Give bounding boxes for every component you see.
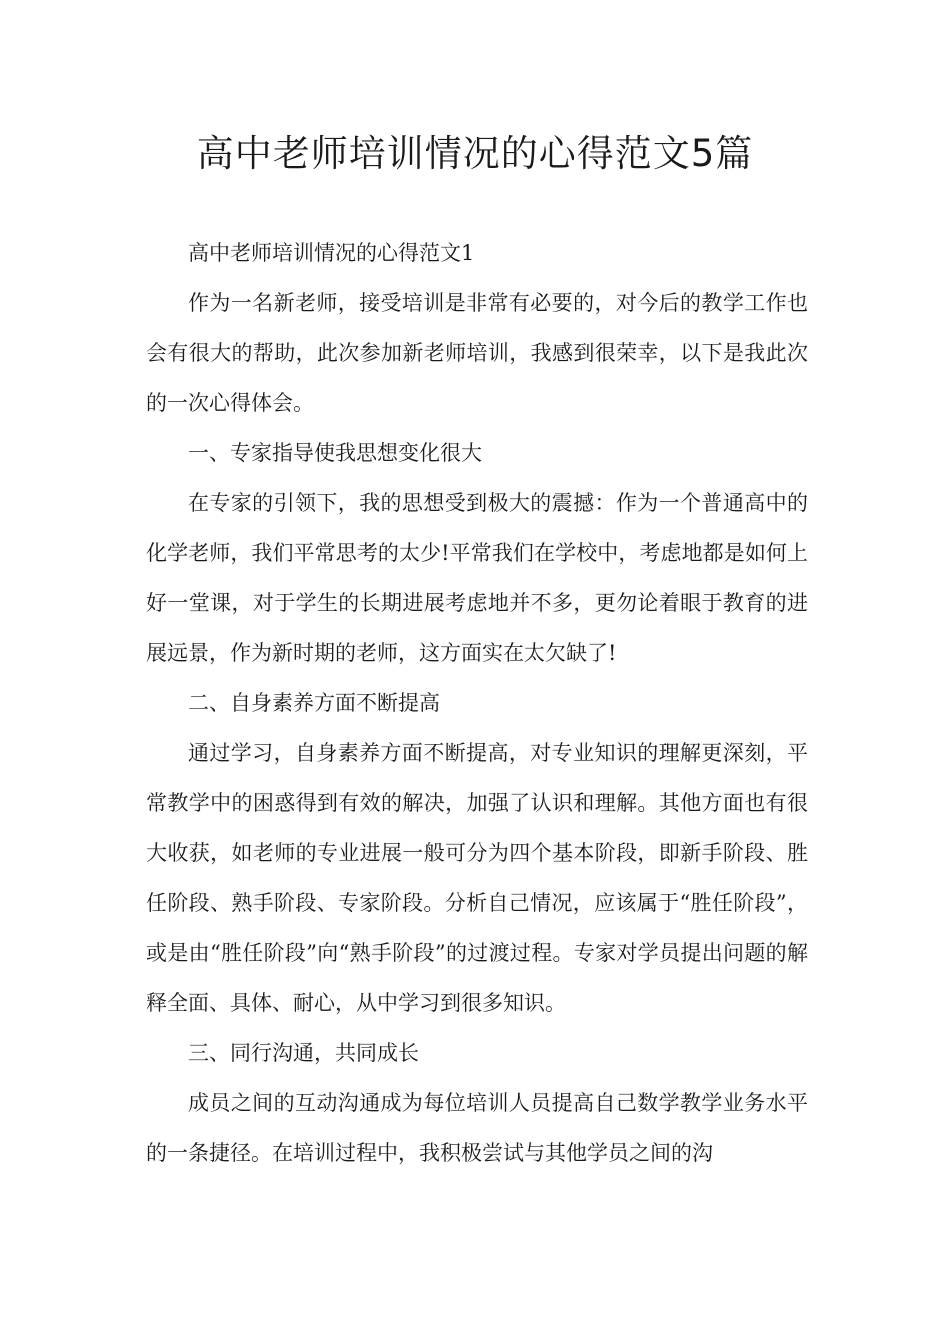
body-paragraph: 在专家的引领下，我的思想受到极大的震撼：作为一个普通高中的化学老师，我们平常思考的太少!平常我们在学校中，考虑地都是如何上好一堂课，对于学生的长期进展考虑地并不多，更勿论着眼于教育的进展远景，作为新时期的老师，这方面实在太欠缺了! bbox=[146, 491, 808, 665]
body-paragraph: 作为一名新老师，接受培训是非常有必要的，对今后的教学工作也会有很大的帮助，此次参加新老师培训，我感到很荣幸，以下是我此次的一次心得体会。 bbox=[146, 291, 808, 415]
document-body bbox=[146, 228, 808, 1178]
section-heading: 三、同行沟通，共同成长 bbox=[188, 1041, 419, 1065]
section-heading: 二、自身素养方面不断提高 bbox=[188, 691, 440, 715]
body-paragraph: 通过学习，自身素养方面不断提高，对专业知识的理解更深刻，平常教学中的困惑得到有效的解决，加强了认识和理解。其他方面也有很大收获，如老师的专业进展一般可分为四个基本阶段，即新手阶段、胜任阶段、熟手阶段、专家阶段。分析自己情况，应该属于“胜任阶段”，或是由“胜任阶段”向“熟手阶段”的过渡过程。专家对学员提出问题的解释全面、具体、耐心，从中学习到很多知识。 bbox=[146, 741, 808, 1015]
body-paragraph: 成员之间的互动沟通成为每位培训人员提高自己数学教学业务水平的一条捷径。在培训过程中，我积极尝试与其他学员之间的沟 bbox=[146, 1091, 808, 1165]
section-heading: 高中老师培训情况的心得范文1 bbox=[188, 241, 475, 265]
section-heading: 一、专家指导使我思想变化很大 bbox=[188, 441, 482, 465]
document-title: 高中老师培训情况的心得范文5篇 bbox=[196, 132, 754, 175]
